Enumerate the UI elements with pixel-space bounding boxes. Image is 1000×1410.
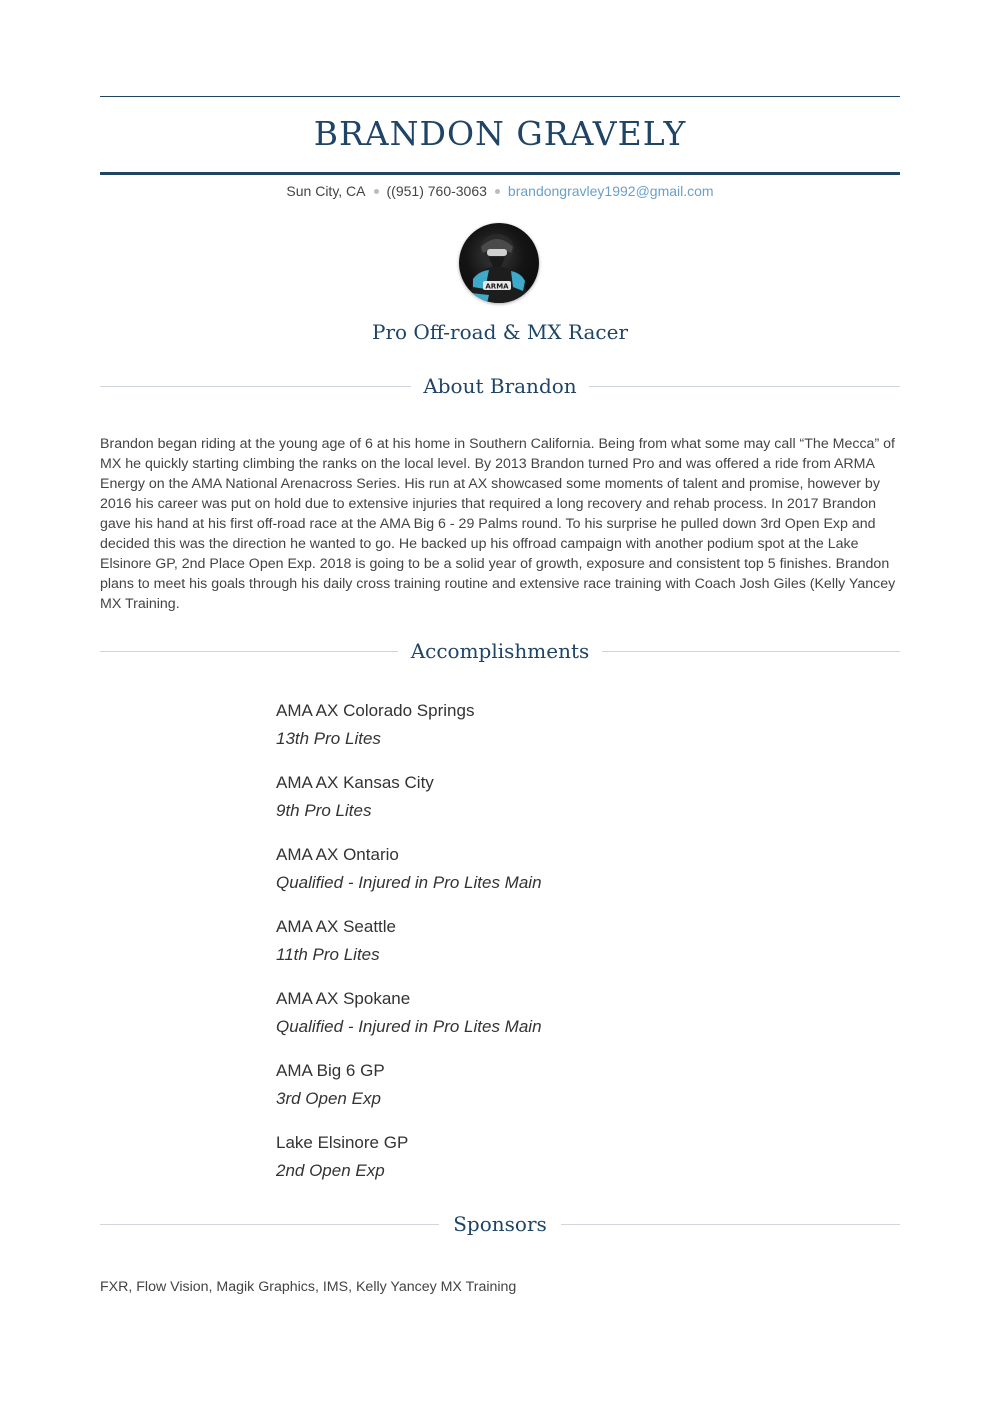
accomplishment-event: Lake Elsinore GP	[276, 1133, 409, 1152]
contact-email-link[interactable]: brandongravley1992@gmail.com	[507, 183, 714, 199]
list-item	[276, 985, 796, 1057]
accomplishment-event: AMA Big 6 GP	[276, 1061, 385, 1080]
list-item	[276, 913, 796, 985]
section-title-accomplishments: Accomplishments	[410, 639, 590, 663]
sponsors-section-header	[100, 1209, 900, 1239]
separator-dot-icon	[495, 189, 500, 194]
professional-headline: Pro Off-road & MX Racer	[371, 320, 629, 344]
list-item	[276, 697, 796, 769]
candidate-name: BRANDON GRAVELY	[313, 114, 687, 153]
accomplishments-list	[276, 697, 796, 1201]
avatar	[459, 223, 539, 303]
accomplishment-event: AMA AX Colorado Springs	[276, 701, 475, 720]
about-section-header	[100, 371, 900, 401]
separator-dot-icon	[374, 189, 379, 194]
contact-location: Sun City, CA	[286, 183, 366, 199]
contact-phone: ((951) 760-3063	[386, 183, 487, 199]
list-item	[276, 1129, 796, 1201]
accomplishment-result: Qualified - Injured in Pro Lites Main	[276, 873, 542, 892]
accomplishment-event: AMA AX Ontario	[276, 845, 399, 864]
accomplishments-section-header	[100, 636, 900, 666]
accomplishment-result: 13th Pro Lites	[276, 729, 381, 748]
list-item	[276, 769, 796, 841]
list-item	[276, 841, 796, 913]
svg-text:ARMA: ARMA	[485, 282, 509, 291]
about-paragraph: Brandon began riding at the young age of 6 at his home in Southern California. Being from what some may call “The Mecca” of MX he quickly starting climbing the ranks on the local level. By 2013 Brandon turned Pro and was offered a ride from ARMA Energy on the AMA National Arenacross Series. His run at AX showcased some moments of talent and promise, however by 2016 his career was put on hold due to extensive injuries that required a long recovery and rehab process. In 2017 Brandon gave his hand at his first off-road race at the AMA Big 6 - 29 Palms round. To his surprise he pulled down 3rd Open Exp and decided this was the direction he wanted to go. He backed up his offroad campaign with another podium spot at the Lake Elsinore GP, 2nd Place Open Exp. 2018 is going to be a solid year of growth, exposure and consistent top 5 finishes. Brandon plans to meet his goals through his daily cross training routine and extensive race training with Coach Josh Giles (Kelly Yancey MX Training.	[100, 436, 896, 612]
contact-line	[100, 181, 900, 201]
header-bottom-rule	[100, 172, 900, 175]
section-title-about: About Brandon	[423, 374, 577, 398]
accomplishment-event: AMA AX Spokane	[276, 989, 411, 1008]
accomplishment-result: 3rd Open Exp	[276, 1089, 381, 1108]
header-top-rule	[100, 96, 900, 97]
accomplishment-result: Qualified - Injured in Pro Lites Main	[276, 1017, 542, 1036]
accomplishment-result: 11th Pro Lites	[276, 945, 380, 964]
accomplishment-result: 9th Pro Lites	[276, 801, 372, 820]
accomplishment-result: 2nd Open Exp	[276, 1161, 385, 1180]
accomplishment-event: AMA AX Seattle	[276, 917, 397, 936]
accomplishment-event: AMA AX Kansas City	[276, 773, 434, 792]
list-item	[276, 1057, 796, 1129]
sponsors-paragraph: FXR, Flow Vision, Magik Graphics, IMS, Kelly Yancey MX Training	[100, 1279, 517, 1295]
section-title-sponsors: Sponsors	[453, 1212, 547, 1236]
profile-photo-icon	[459, 223, 539, 303]
